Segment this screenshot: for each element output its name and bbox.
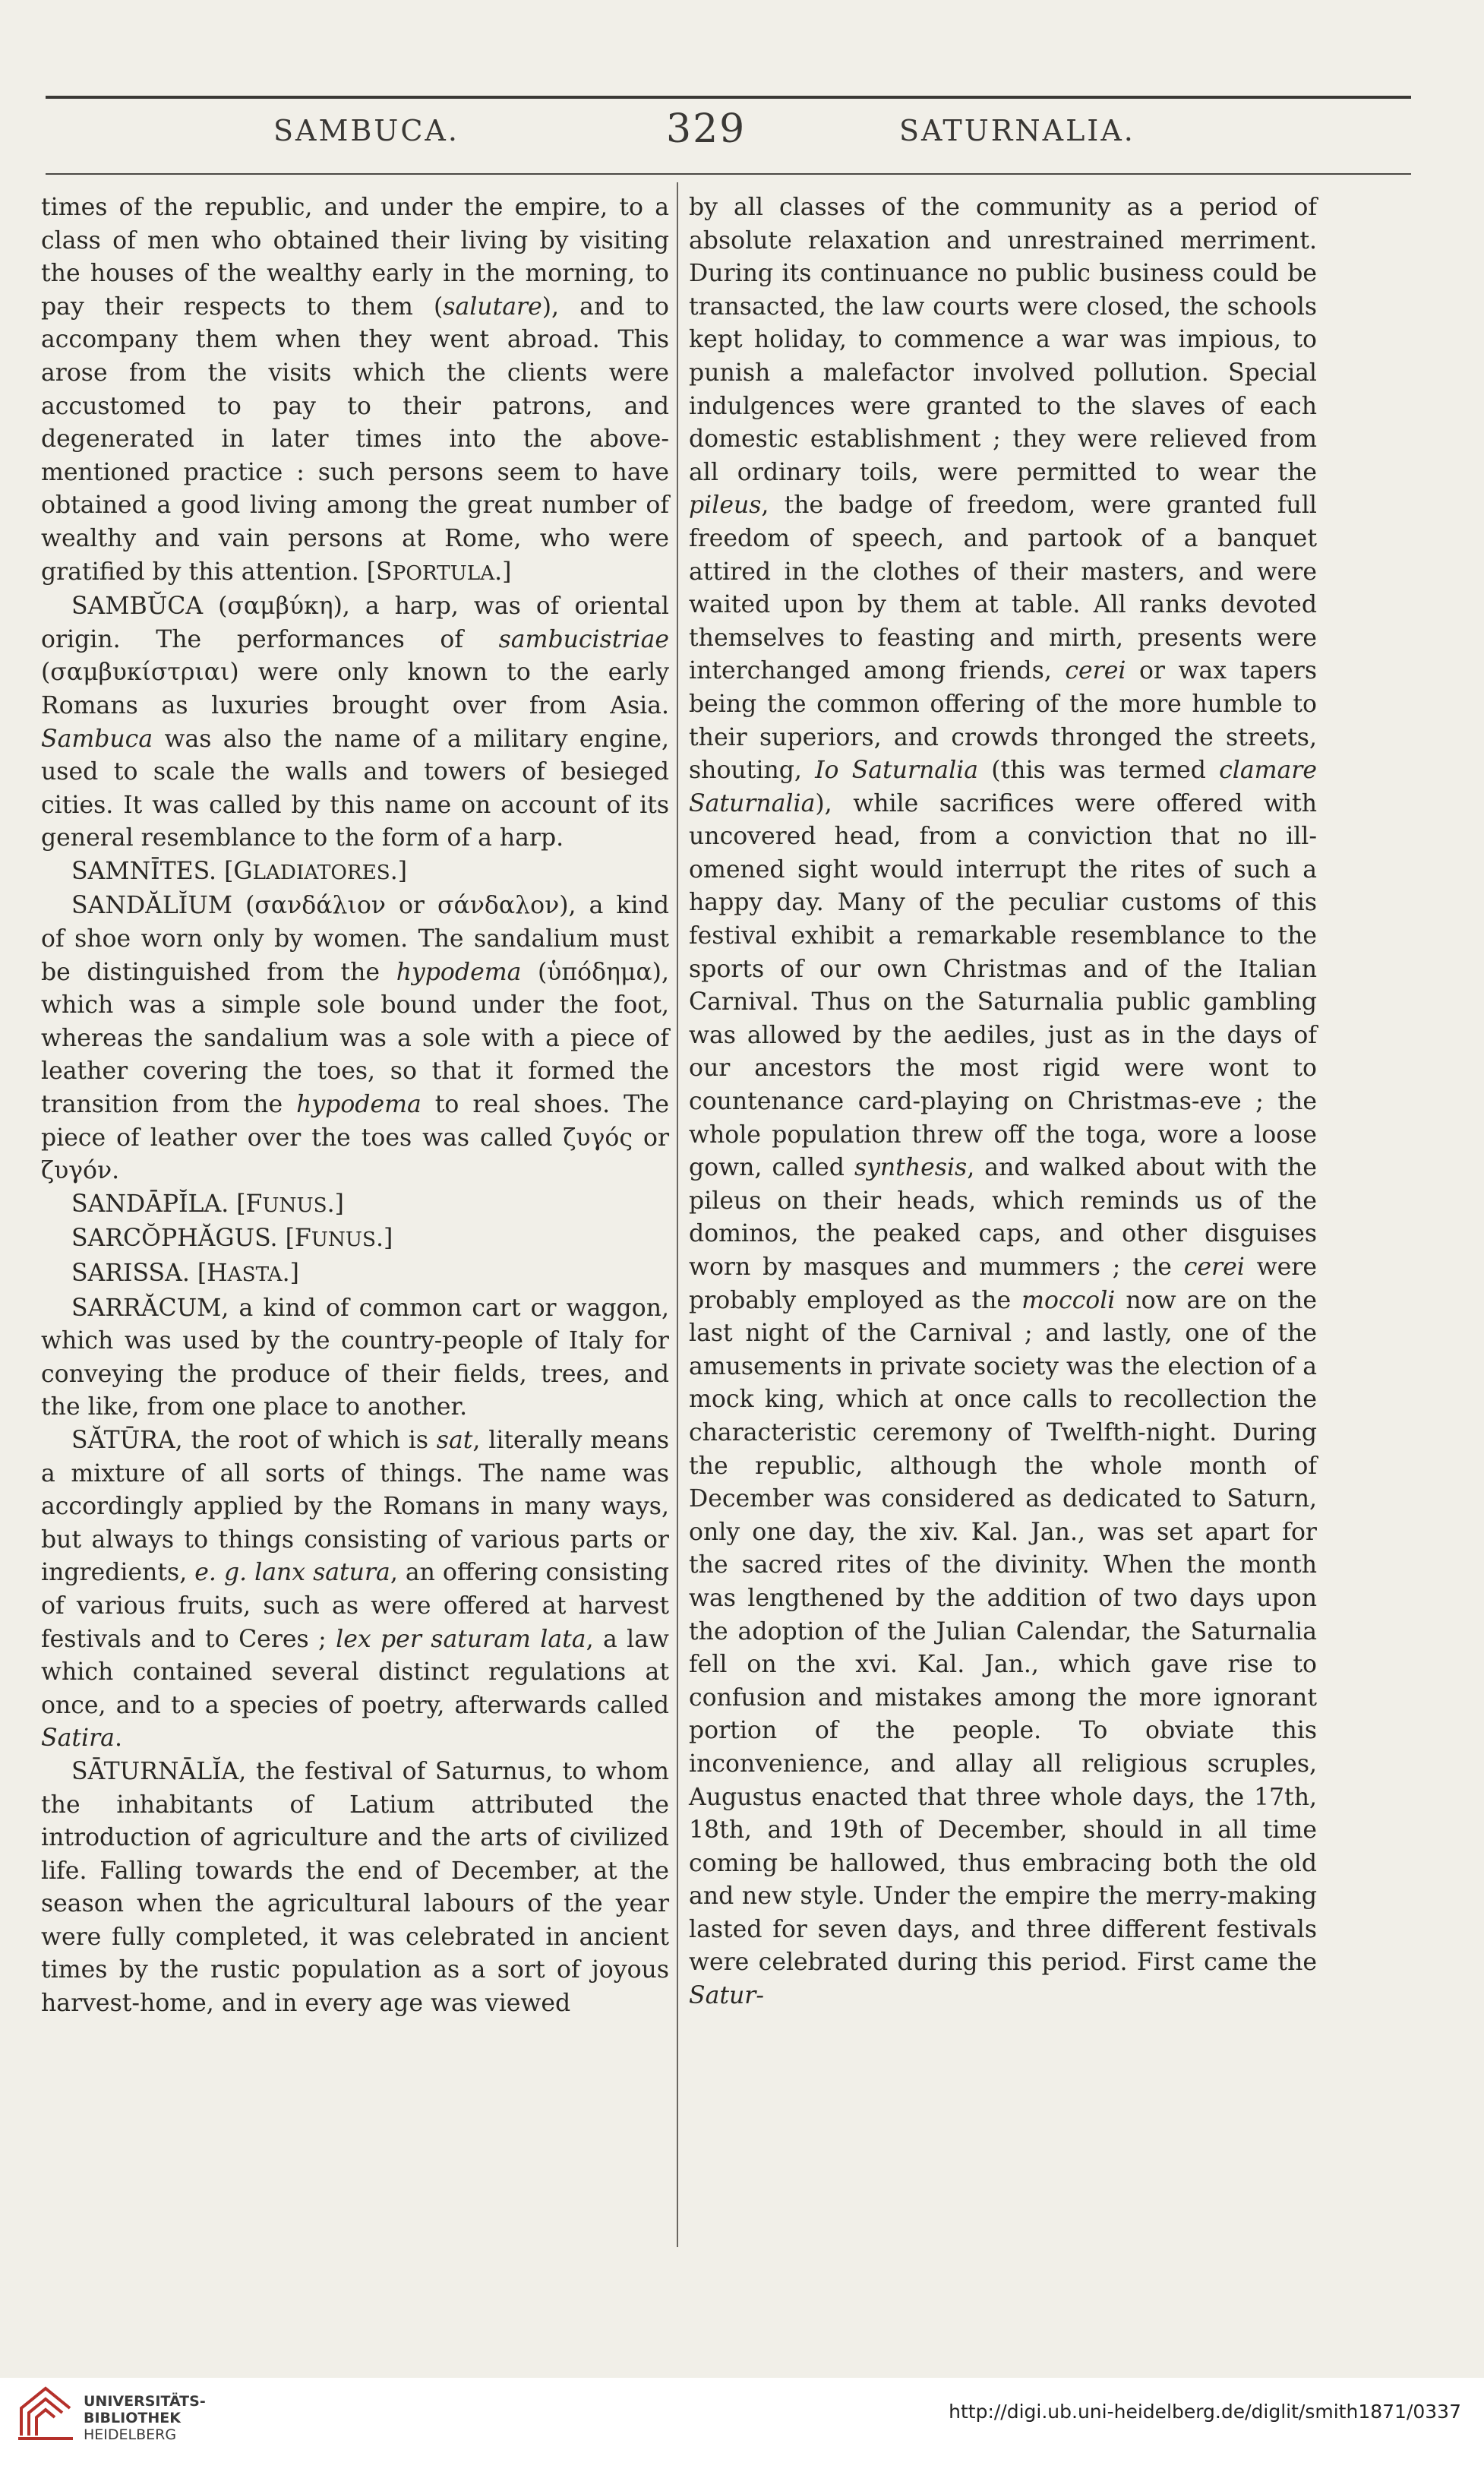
- column-divider: [677, 182, 678, 2247]
- running-head: [46, 106, 1411, 167]
- paragraph: SARISSA. [HASTA.]: [71, 1260, 299, 1287]
- page-number: 329: [666, 106, 747, 152]
- running-head-right: SATURNALIA.: [899, 114, 1135, 147]
- paragraph: SARCŎPHĂGUS. [FUNUS.]: [71, 1225, 393, 1253]
- logo-line-1: UNIVERSITÄTS-: [84, 2393, 206, 2410]
- library-logo-icon: [15, 2379, 77, 2442]
- source-url-link[interactable]: http://digi.ub.uni-heidelberg.de/diglit/smith1871/0337: [949, 2401, 1461, 2423]
- paragraph: times of the republic, and under the empire, to a class of men who obtained their living by visiting the houses of the wealthy early in the morning, to pay their respects to them (salutare), and to accompany them when they went abroad. This arose from the visits which the clients were accustomed to pay to their patrons, and degenerated in later times into the above-mentioned practice : such persons seem to have obtained a good living among the great number of wealthy and vain persons at Rome, who were gratified by this attention. [SPORTULA.]: [41, 194, 669, 586]
- paragraph: SANDĂLĬUM (σανδάλιον or σάνδαλον), a kind of shoe worn only by women. The sandalium must be distinguished from the hypodema (ὑπόδημα), which was a simple sole bound under the foot, whereas the sandalium was a sole with a piece of leather covering the toes, so that it formed the transition from the hypodema to real shoes. The piece of leather over the toes was called ζυγός or ζυγόν.: [41, 892, 670, 1185]
- right-column: [689, 191, 1317, 2013]
- paragraph: SĀTURNĀLĬA, the festival of Saturnus, to whom the inhabitants of Latium attributed the introduction of agriculture and the arts of civilized life. Falling towards the end of December, at the season when the agricultural labours of the year were fully completed, it was celebrated in ancient times by the rustic population as a sort of joyous harvest-home, and in every age was viewed: [41, 1757, 669, 2018]
- top-rule: [46, 96, 1411, 99]
- footer-bar: [0, 2378, 1484, 2491]
- left-column: [41, 191, 669, 2021]
- paragraph: SARRĂCUM, a kind of common cart or waggon, which was used by the country-people of Italy for conveying the produce of their fields, trees, and the like, from one place to another.: [41, 1294, 669, 1421]
- running-head-left: SAMBUCA.: [273, 114, 459, 147]
- paragraph: SAMBŬCA (σαμβύκη), a harp, was of oriental origin. The performances of sambucistriae (σαμβυκίστριαι) were only known to the early Romans as luxuries brought over from Asia. Sambuca was also the name of a military engine, used to scale the walls and towers of besieged cities. It was called by this name on account of its general resemblance to the form of a harp.: [41, 593, 669, 852]
- paragraph: SANDĀPĬLA. [FUNUS.]: [71, 1190, 344, 1218]
- header-rule: [46, 173, 1411, 175]
- paragraph: SAMNĪTES. [GLADIATORES.]: [71, 857, 408, 885]
- logo-line-2: BIBLIOTHEK: [84, 2410, 181, 2426]
- library-logo-text: [84, 2393, 206, 2443]
- paragraph: by all classes of the community as a period of absolute relaxation and unrestrained merriment. During its continuance no public business could be transacted, the law courts were closed, the schools kept holiday, to commence a war was impious, to punish a malefactor involved pollution. Special indulgences were granted to the slaves of each domestic establishment ; they were relieved from all ordinary toils, were permitted to wear the pileus, the badge of freedom, were granted full freedom of speech, and partook of a banquet attired in the clothes of their masters, and were waited upon by them at table. All ranks devoted themselves to feasting and mirth, presents were interchanged among friends, cerei or wax tapers being the common offering of the more humble to their superiors, and crowds thronged the streets, shouting, Io Saturnalia (this was termed clamare Saturnalia), while sacrifices were offered with uncovered head, from a conviction that no ill-omened sight would interrupt the rites of such a happy day. Many of the peculiar customs of this festival exhibit a remarkable resemblance to the sports of our own Christmas and of the Italian Carnival. Thus on the Saturnalia public gambling was allowed by the aediles, just as in the days of our ancestors the most rigid were wont to countenance card-playing on Christmas-eve ; the whole population threw off the toga, wore a loose gown, called synthesis, and walked about with the pileus on their heads, which reminds us of the dominos, the peaked caps, and other disguises worn by masques and mummers ; the cerei were probably employed as the moccoli now are on the last night of the Carnival ; and lastly, one of the amusements in private society was the election of a mock king, which at once calls to recollection the characteristic ceremony of Twelfth-night. During the republic, although the whole month of December was considered as dedicated to Saturn, only one day, the xiv. Kal. Jan., was set apart for the sacred rites of the divinity. When the month was lengthened by the addition of two days upon the adoption of the Julian Calendar, the Saturnalia fell on the xvi. Kal. Jan., which gave rise to confusion and mistakes among the more ignorant portion of the people. To obviate this inconvenience, and allay all religious scruples, Augustus enacted that three whole days, the 17th, 18th, and 19th of December, should in all time coming be hallowed, thus embracing both the old and new style. Under the empire the merry-making lasted for seven days, and three different festivals were celebrated during this period. First came the Satur-: [689, 194, 1318, 2010]
- paragraph: SĂTŪRA, the root of which is sat, literally means a mixture of all sorts of things. The name was accordingly applied by the Romans in many ways, but always to things consisting of various parts or ingredients, e. g. lanx satura, an offering consisting of various fruits, such as were offered at harvest festivals and to Ceres ; lex per saturam lata, a law which contained several distinct regulations at once, and to a species of poetry, afterwards called Satira.: [41, 1426, 670, 1753]
- logo-line-3: HEIDELBERG: [84, 2426, 177, 2443]
